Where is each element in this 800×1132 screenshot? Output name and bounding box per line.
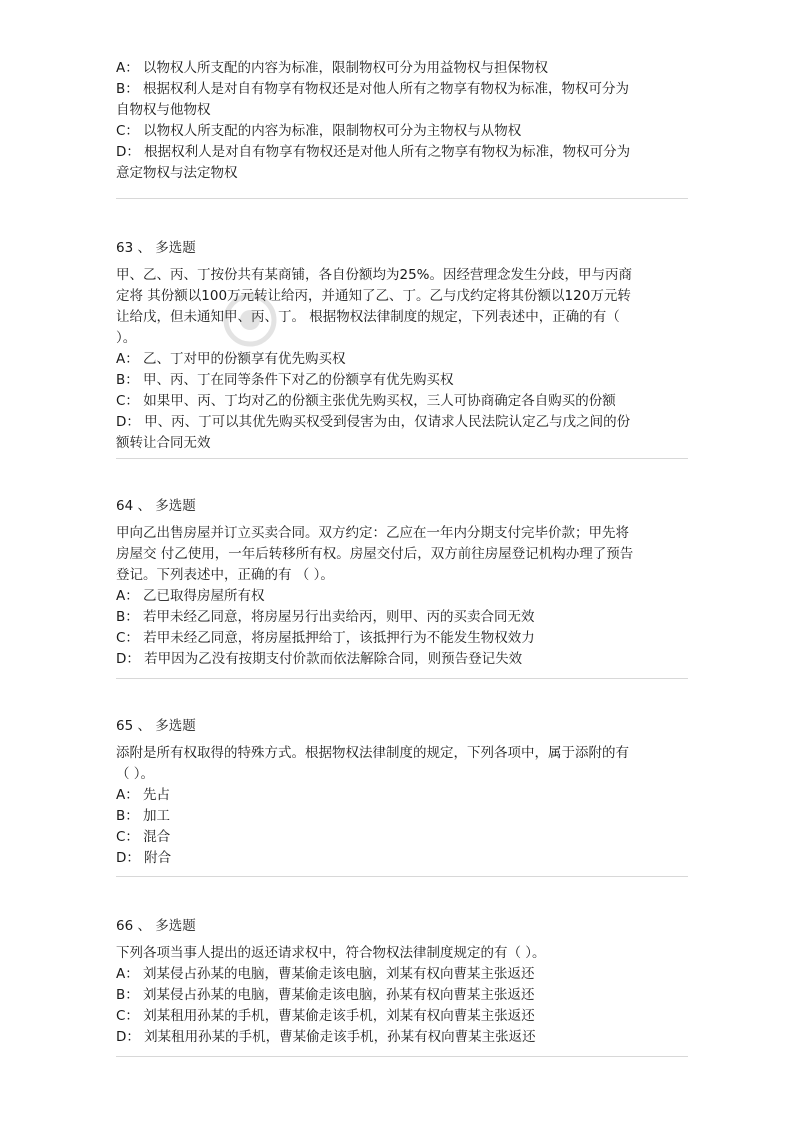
question-header: 64 、 多选题 [116, 498, 196, 514]
separator [116, 458, 688, 459]
option-line: A： 先占 [116, 787, 171, 803]
option-line: D： 甲、丙、丁可以其优先购买权受到侵害为由，仅请求人民法院认定乙与戊之间的份 [116, 414, 631, 430]
option-line: C： 如果甲、丙、丁均对乙的份额主张优先购买权，三人可协商确定各自购买的份额 [116, 393, 616, 409]
option-line: 自物权与他物权 [116, 102, 211, 118]
option-line: D： 根据权利人是对自有物享有物权还是对他人所有之物享有物权为标准，物权可分为 [116, 144, 631, 160]
option-line: 意定物权与法定物权 [116, 165, 238, 181]
option-line: C： 刘某租用孙某的手机，曹某偷走该手机，刘某有权向曹某主张返还 [116, 1008, 535, 1024]
question-line: 让给戊，但未通知甲、丙、丁。 根据物权法律制度的规定，下列表述中，正确的有（ [116, 309, 620, 325]
question-line: 登记。下列表述中，正确的有 （ ）。 [116, 567, 334, 583]
option-line: D： 刘某租用孙某的手机，曹某偷走该手机，孙某有权向曹某主张返还 [116, 1029, 536, 1045]
option-line: D： 若甲因为乙没有按期支付价款而依法解除合同，则预告登记失效 [116, 651, 523, 667]
separator [116, 876, 688, 877]
option-line: C： 以物权人所支配的内容为标准，限制物权可分为主物权与从物权 [116, 123, 522, 139]
question-line: （ ）。 [116, 766, 155, 782]
option-line: C： 混合 [116, 829, 171, 845]
option-line: 额转让合同无效 [116, 435, 211, 451]
option-line: B： 若甲未经乙同意，将房屋另行出卖给丙，则甲、丙的买卖合同无效 [116, 609, 535, 625]
question-line: 房屋交 付乙使用，一年后转移所有权。房屋交付后，双方前往房屋登记机构办理了预告 [116, 546, 634, 562]
question-line: 定将 其份额以100万元转让给丙，并通知了乙、丁。乙与戊约定将其份额以120万元转 [116, 288, 631, 304]
question-66 [116, 916, 688, 1048]
option-line: B： 刘某侵占孙某的电脑，曹某偷走该电脑，孙某有权向曹某主张返还 [116, 987, 535, 1003]
question-header: 63 、 多选题 [116, 240, 196, 256]
question-line: ）。 [116, 330, 137, 346]
option-line: C： 若甲未经乙同意，将房屋抵押给丁，该抵押行为不能发生物权效力 [116, 630, 535, 646]
question-line: 甲、乙、丙、丁按份共有某商铺，各自份额均为25%。因经营理念发生分歧，甲与丙商 [116, 267, 633, 283]
question-65 [116, 716, 688, 869]
option-line: A： 乙已取得房屋所有权 [116, 588, 265, 604]
option-line: D： 附合 [116, 850, 172, 866]
question-64 [116, 496, 688, 670]
question-line: 下列各项当事人提出的返还请求权中，符合物权法律制度规定的有（ ）。 [116, 945, 546, 961]
option-line: A： 乙、丁对甲的份额享有优先购买权 [116, 351, 346, 367]
question-header: 66 、 多选题 [116, 918, 196, 934]
separator [116, 1056, 688, 1057]
question-line: 添附是所有权取得的特殊方式。根据物权法律制度的规定，下列各项中，属于添附的有 [116, 745, 629, 761]
option-line: A： 以物权人所支配的内容为标准，限制物权可分为用益物权与担保物权 [116, 60, 549, 76]
question-line: 甲向乙出售房屋并订立买卖合同。双方约定：乙应在一年内分期支付完毕价款；甲先将 [116, 525, 629, 541]
separator [116, 198, 688, 199]
prev-question-options [116, 58, 688, 184]
question-header: 65 、 多选题 [116, 718, 196, 734]
question-63 [116, 238, 688, 454]
option-line: B： 甲、丙、丁在同等条件下对乙的份额享有优先购买权 [116, 372, 454, 388]
separator [116, 678, 688, 679]
option-line: B： 根据权利人是对自有物享有物权还是对他人所有之物享有物权为标准，物权可分为 [116, 81, 630, 97]
option-line: A： 刘某侵占孙某的电脑，曹某偷走该电脑，刘某有权向曹某主张返还 [116, 966, 535, 982]
option-line: B： 加工 [116, 808, 171, 824]
